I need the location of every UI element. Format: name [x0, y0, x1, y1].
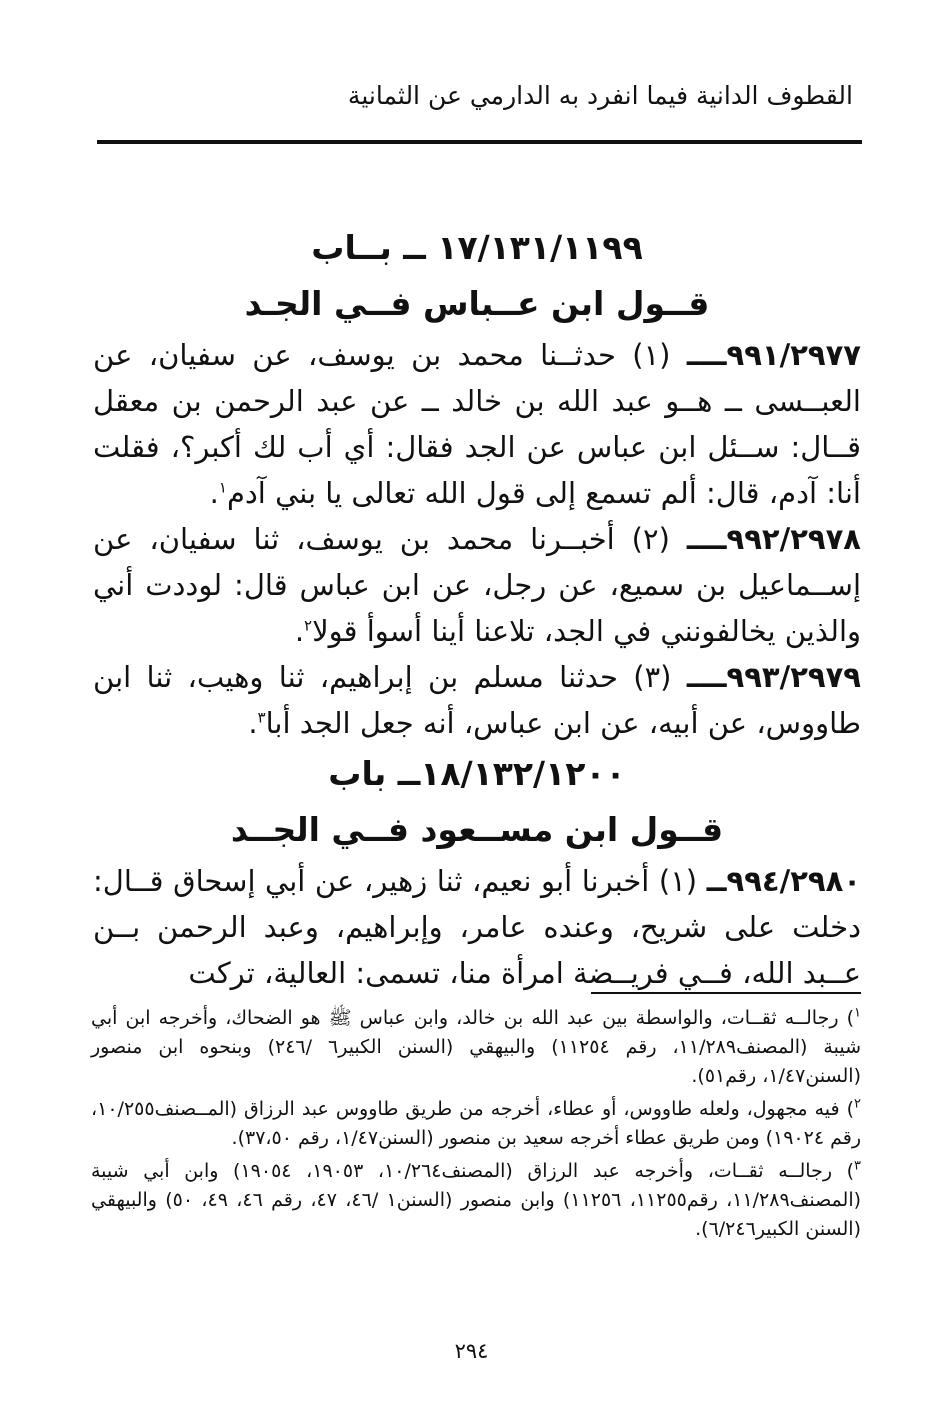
footnote	[91, 1004, 861, 1091]
chapter-section	[93, 746, 861, 996]
hadith-number: ٩٩٣/٢٩٧٩ــــ	[686, 660, 861, 694]
main-text	[93, 220, 861, 996]
chapter-title: قــول ابن مســعود فــي الجــد	[230, 810, 724, 849]
footnote-text: ) رجالــه ثقــات، وأخرجه عبد الرزاق (المصنف١٠/٢٦٤، ١٩٠٥٣، ١٩٠٥٤) وابن أبي شيبة (المصنف١١/٢٨٩، رقم١١٢٥٥، ١١٢٥٦) وابن منصور (السنن١ /٤٦، ٤٧، رقم ٤٦، ٤٩، ٥٠) والبيهقي (السنن الكبير٦/٢٤٦).	[91, 1160, 862, 1240]
hadith-text: (١) أخبرنا أبو نعيم، ثنا زهير، عن أبي إسحاق قــال: دخلت على شريح، وعنده عامر، وإبراهيم، وعبد الرحمن بــن عــبد الله، فــي فريــضة امرأة منا، تسمى: العالية، تركت	[93, 864, 861, 990]
hadith-paragraph	[93, 332, 861, 516]
header-rule	[97, 140, 862, 144]
footnote-separator	[591, 992, 861, 994]
footnote-marker: ٣	[854, 1158, 862, 1174]
hadith-tail: .	[248, 706, 258, 740]
hadith-tail: .	[294, 614, 305, 648]
footnotes	[91, 1004, 861, 1248]
footnote-reference: ١	[218, 478, 227, 497]
chapter-heading: ١٨/١٣٢/١٢٠٠ــ باب	[328, 754, 626, 793]
hadith-paragraph	[93, 654, 861, 746]
footnote-reference: ٣	[257, 708, 266, 727]
running-head: القطوف الدانية فيما انفرد به الدارمي عن الثمانية	[347, 81, 853, 110]
hadith-paragraph	[93, 516, 861, 654]
page-number: ٢٩٤	[454, 1339, 489, 1363]
hadith-text: (١) حدثــنا محمد بن يوسف، عن سفيان، عن العبــسى ــ هــو عبد الله بن خالد ــ عن عبد الرحمن بن معقل قــال: ســئل ابن عباس عن الجد فقال: أي أب لك أكبر؟، فقلت أنا: آدم، قال: ألم تسمع إلى قول الله تعالى يا بني آدم	[93, 338, 861, 510]
footnote-text: ) رجالــه ثقــات، والواسطة بين عبد الله بن خالد، وابن عباس ﷺ هو الضحاك، وأخرجه ابن أبي شيبة (المصنف١١/٢٨٩، رقم ١١٢٥٤) والبيهقي (السنن الكبير٦ /٢٤٦) وبنحوه ابن منصور (السنن١/٤٧، رقم٥١).	[91, 1007, 861, 1087]
hadith-paragraph	[93, 858, 861, 996]
hadith-text: (٣) حدثنا مسلم بن إبراهيم، ثنا وهيب، ثنا ابن طاووس، عن أبيه، عن ابن عباس، أنه جعل الجد أبا	[93, 660, 861, 740]
footnote-text: ) فيه مجهول، ولعله طاووس، أو عطاء، أخرجه من طريق طاووس عبد الرزاق (المــصنف١٠/٢٥٥، رقم ١٩٠٢٤) ومن طريق عطاء أخرجه سعيد بن منصور (السنن١/٤٧، رقم ٣٧،٥٠).	[91, 1098, 861, 1149]
hadith-number: ٩٩١/٢٩٧٧ــــ	[686, 338, 861, 372]
chapter-section	[93, 220, 861, 746]
hadith-tail: .	[209, 476, 219, 510]
footnote	[91, 1157, 861, 1244]
hadith-text: (٢) أخبــرنا محمد بن يوسف، ثنا سفيان، عن إســماعيل بن سميع، عن رجل، عن ابن عباس قال: لوددت أني والذين يخالفونني في الجد، تلاعنا أينا أسوأ قولا	[93, 522, 861, 648]
footnote-reference: ٢	[304, 616, 313, 635]
footnote-marker: ١	[854, 1005, 861, 1021]
chapter-title: قــول ابن عــباس فــي الجـد	[244, 284, 710, 323]
hadith-number: ٩٩٤/٢٩٨٠ــ	[706, 864, 862, 898]
chapter-heading: ١٧/١٣١/١١٩٩ ــ بــاب	[311, 228, 643, 267]
footnote	[91, 1095, 861, 1153]
hadith-number: ٩٩٢/٢٩٧٨ــــ	[686, 522, 861, 556]
footnote-marker: ٢	[854, 1096, 861, 1112]
